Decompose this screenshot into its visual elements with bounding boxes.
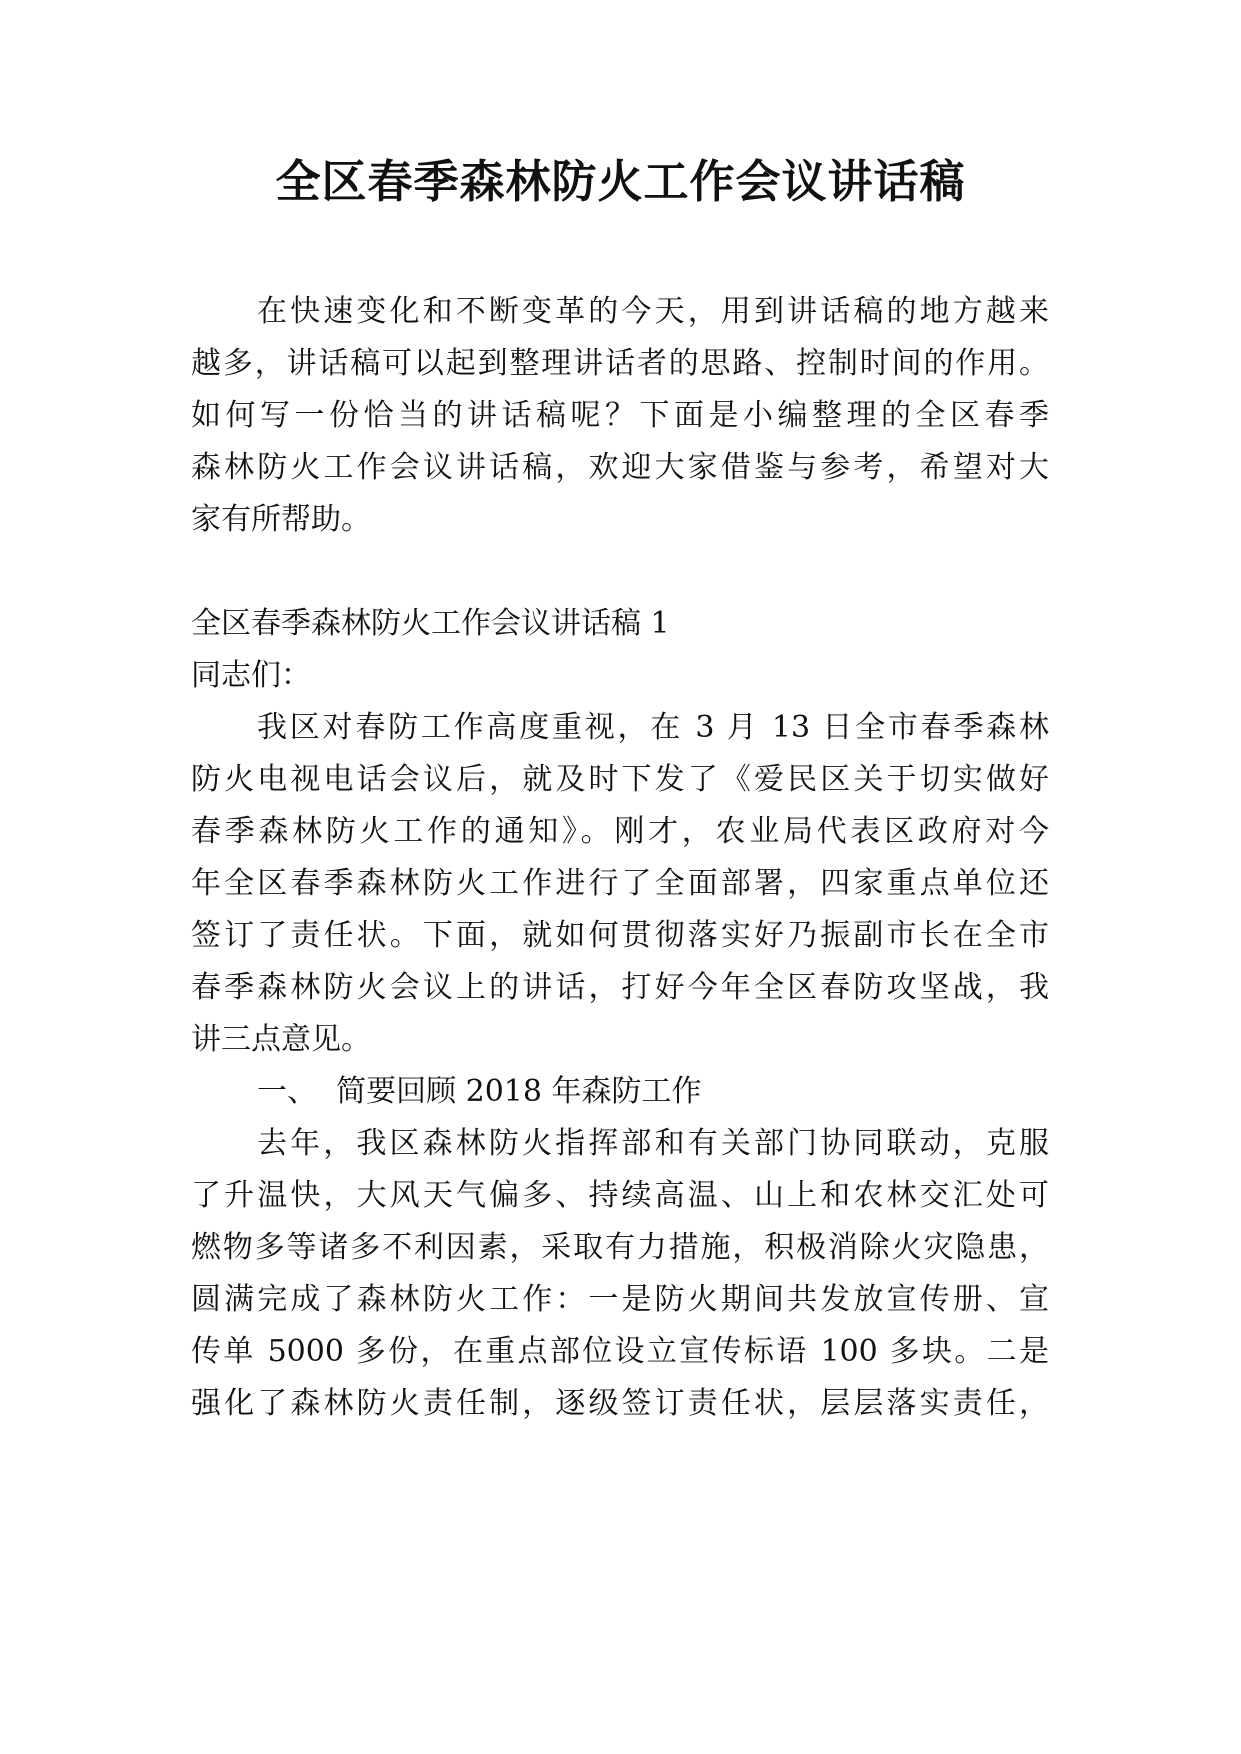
text-line: 森林防火工作会议讲话稿，欢迎大家借鉴与参考，希望对大 bbox=[191, 450, 1049, 485]
text-line: 防火电视电话会议后，就及时下发了《爱民区关于切实做好 bbox=[191, 762, 1049, 797]
paragraph-2 bbox=[191, 1170, 1049, 1430]
text-line: 如何写一份恰当的讲话稿呢？下面是小编整理的全区春季 bbox=[191, 398, 1049, 433]
paragraph-1 bbox=[191, 754, 1049, 1066]
text-line: 传单 5000 多份，在重点部位设立宣传标语 100 多块。二是 bbox=[191, 1334, 1049, 1369]
text-line: 春季森林防火工作的通知》。刚才，农业局代表区政府对今 bbox=[191, 814, 1049, 849]
text-line: 了升温快，大风天气偏多、持续高温、山上和农林交汇处可 bbox=[191, 1178, 1049, 1213]
text-line: 强化了森林防火责任制，逐级签订责任状，层层落实责任， bbox=[191, 1386, 1049, 1421]
text-line: 年全区春季森林防火工作进行了全面部署，四家重点单位还 bbox=[191, 866, 1049, 901]
text-line: 燃物多等诸多不利因素，采取有力措施，积极消除火灾隐患， bbox=[191, 1230, 1049, 1265]
text-line: 一、 简要回顾 2018 年森防工作 bbox=[257, 1074, 702, 1109]
text-line: 签订了责任状。下面，就如何贯彻落实好乃振副市长在全市 bbox=[191, 918, 1049, 953]
paragraph-1-first-line bbox=[191, 702, 1049, 754]
text-line: 全区春季森林防火工作会议讲话稿 1 bbox=[191, 606, 670, 641]
document-title: 全区春季森林防火工作会议讲话稿 bbox=[275, 155, 966, 208]
text-line: 圆满完成了森林防火工作：一是防火期间共发放宣传册、宣 bbox=[191, 1282, 1049, 1317]
text-line: 我区对春防工作高度重视，在 3 月 13 日全市春季森林 bbox=[257, 710, 1049, 745]
spacer bbox=[191, 546, 1049, 598]
text-line: 家有所帮助。 bbox=[191, 502, 371, 537]
text-line: 春季森林防火会议上的讲话，打好今年全区春防攻坚战，我 bbox=[191, 970, 1049, 1005]
text-line: 在快速变化和不断变革的今天，用到讲话稿的地方越来 bbox=[257, 294, 1049, 329]
intro-paragraph-continued bbox=[191, 338, 1049, 546]
text-line: 同志们： bbox=[191, 658, 311, 693]
section-heading bbox=[191, 598, 1049, 650]
subheading bbox=[191, 1066, 1049, 1118]
paragraph-2-first-line bbox=[191, 1118, 1049, 1170]
text-line: 越多，讲话稿可以起到整理讲话者的思路、控制时间的作用。 bbox=[191, 346, 1049, 381]
salutation bbox=[191, 650, 1049, 702]
text-line: 去年，我区森林防火指挥部和有关部门协同联动，克服 bbox=[257, 1126, 1049, 1161]
intro-paragraph bbox=[191, 286, 1049, 338]
text-line: 讲三点意见。 bbox=[191, 1022, 371, 1057]
document-body bbox=[191, 286, 1049, 1430]
